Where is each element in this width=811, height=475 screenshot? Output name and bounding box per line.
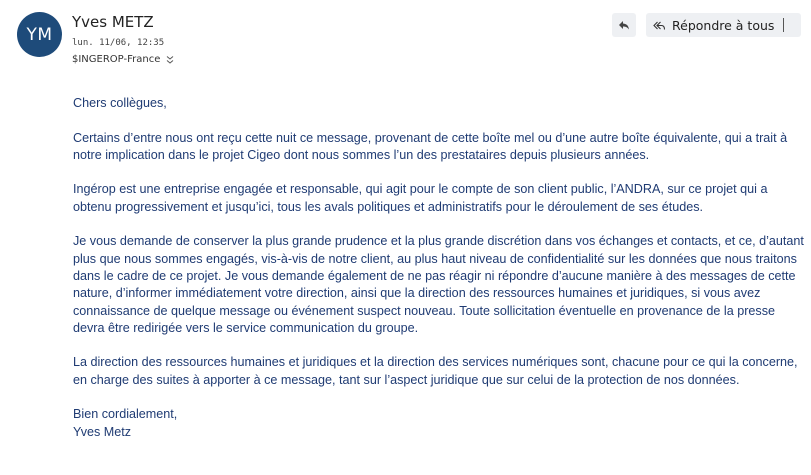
avatar[interactable] <box>17 12 62 57</box>
paragraph-3: Je vous demande de conserver la plus grande prudence et la plus grande discrétion dans vos échanges et contacts, et ce, d’autant plus que nous sommes engagés, vis-à-vis de notre client, au plus haut niveau de confidentialité sur les données que nous traitons dans le cadre de ce projet. Je vous demande également de ne pas réagir ni répondre d’aucune manière à des messages de cette nature, d’informer immédiatement votre direction, ainsi que la direction des ressources humaines et juridiques, si vous avez connaissance de quelque message ou événement suspect nouveau. Toute sollicitation éventuelle en provenance de la presse devra être redirigée vers le service communication du groupe. <box>73 234 804 335</box>
avatar-initials: YM <box>26 24 53 45</box>
message-body <box>73 95 809 441</box>
closing: Bien cordialement, <box>73 407 178 422</box>
reply-icon <box>618 19 630 31</box>
recipient-name: $INGEROP-France <box>72 54 161 65</box>
reply-all-label: Répondre à tous <box>672 17 775 33</box>
recipient-line[interactable] <box>72 54 174 65</box>
chevron-down-icon[interactable] <box>166 55 174 65</box>
sent-date: lun. 11/06, 12:35 <box>72 38 165 48</box>
paragraph-1: Certains d’entre nous ont reçu cette nuit ce message, provenant de cette boîte mel ou d’une autre boîte équivalente, qui a trait à notre implication dans le projet Cigeo dont nous sommes l’un des prestataires depuis plusieurs années. <box>73 130 788 162</box>
dropdown-separator <box>783 18 784 32</box>
sender-name[interactable]: Yves METZ <box>72 13 154 31</box>
reply-all-icon <box>653 19 666 32</box>
reply-button[interactable] <box>612 13 636 37</box>
signature: Yves Metz <box>73 424 132 439</box>
greeting: Chers collègues, <box>73 96 167 110</box>
paragraph-2: Ingérop est une entreprise engagée et responsable, qui agit pour le compte de son client public, l’ANDRA, sur ce projet qui a obtenu progressivement et jusqu’ici, tous les avals politiques et administratifs pour le déroulement de ses études. <box>73 182 768 214</box>
paragraph-4: La direction des ressources humaines et juridiques et la direction des services numériques sont, chacune pour ce qui la concerne, en charge des suites à apporter à ce message, tant sur l’aspect juridique que sur celui de la protection de nos données. <box>73 355 798 387</box>
reply-all-button[interactable] <box>646 13 801 37</box>
